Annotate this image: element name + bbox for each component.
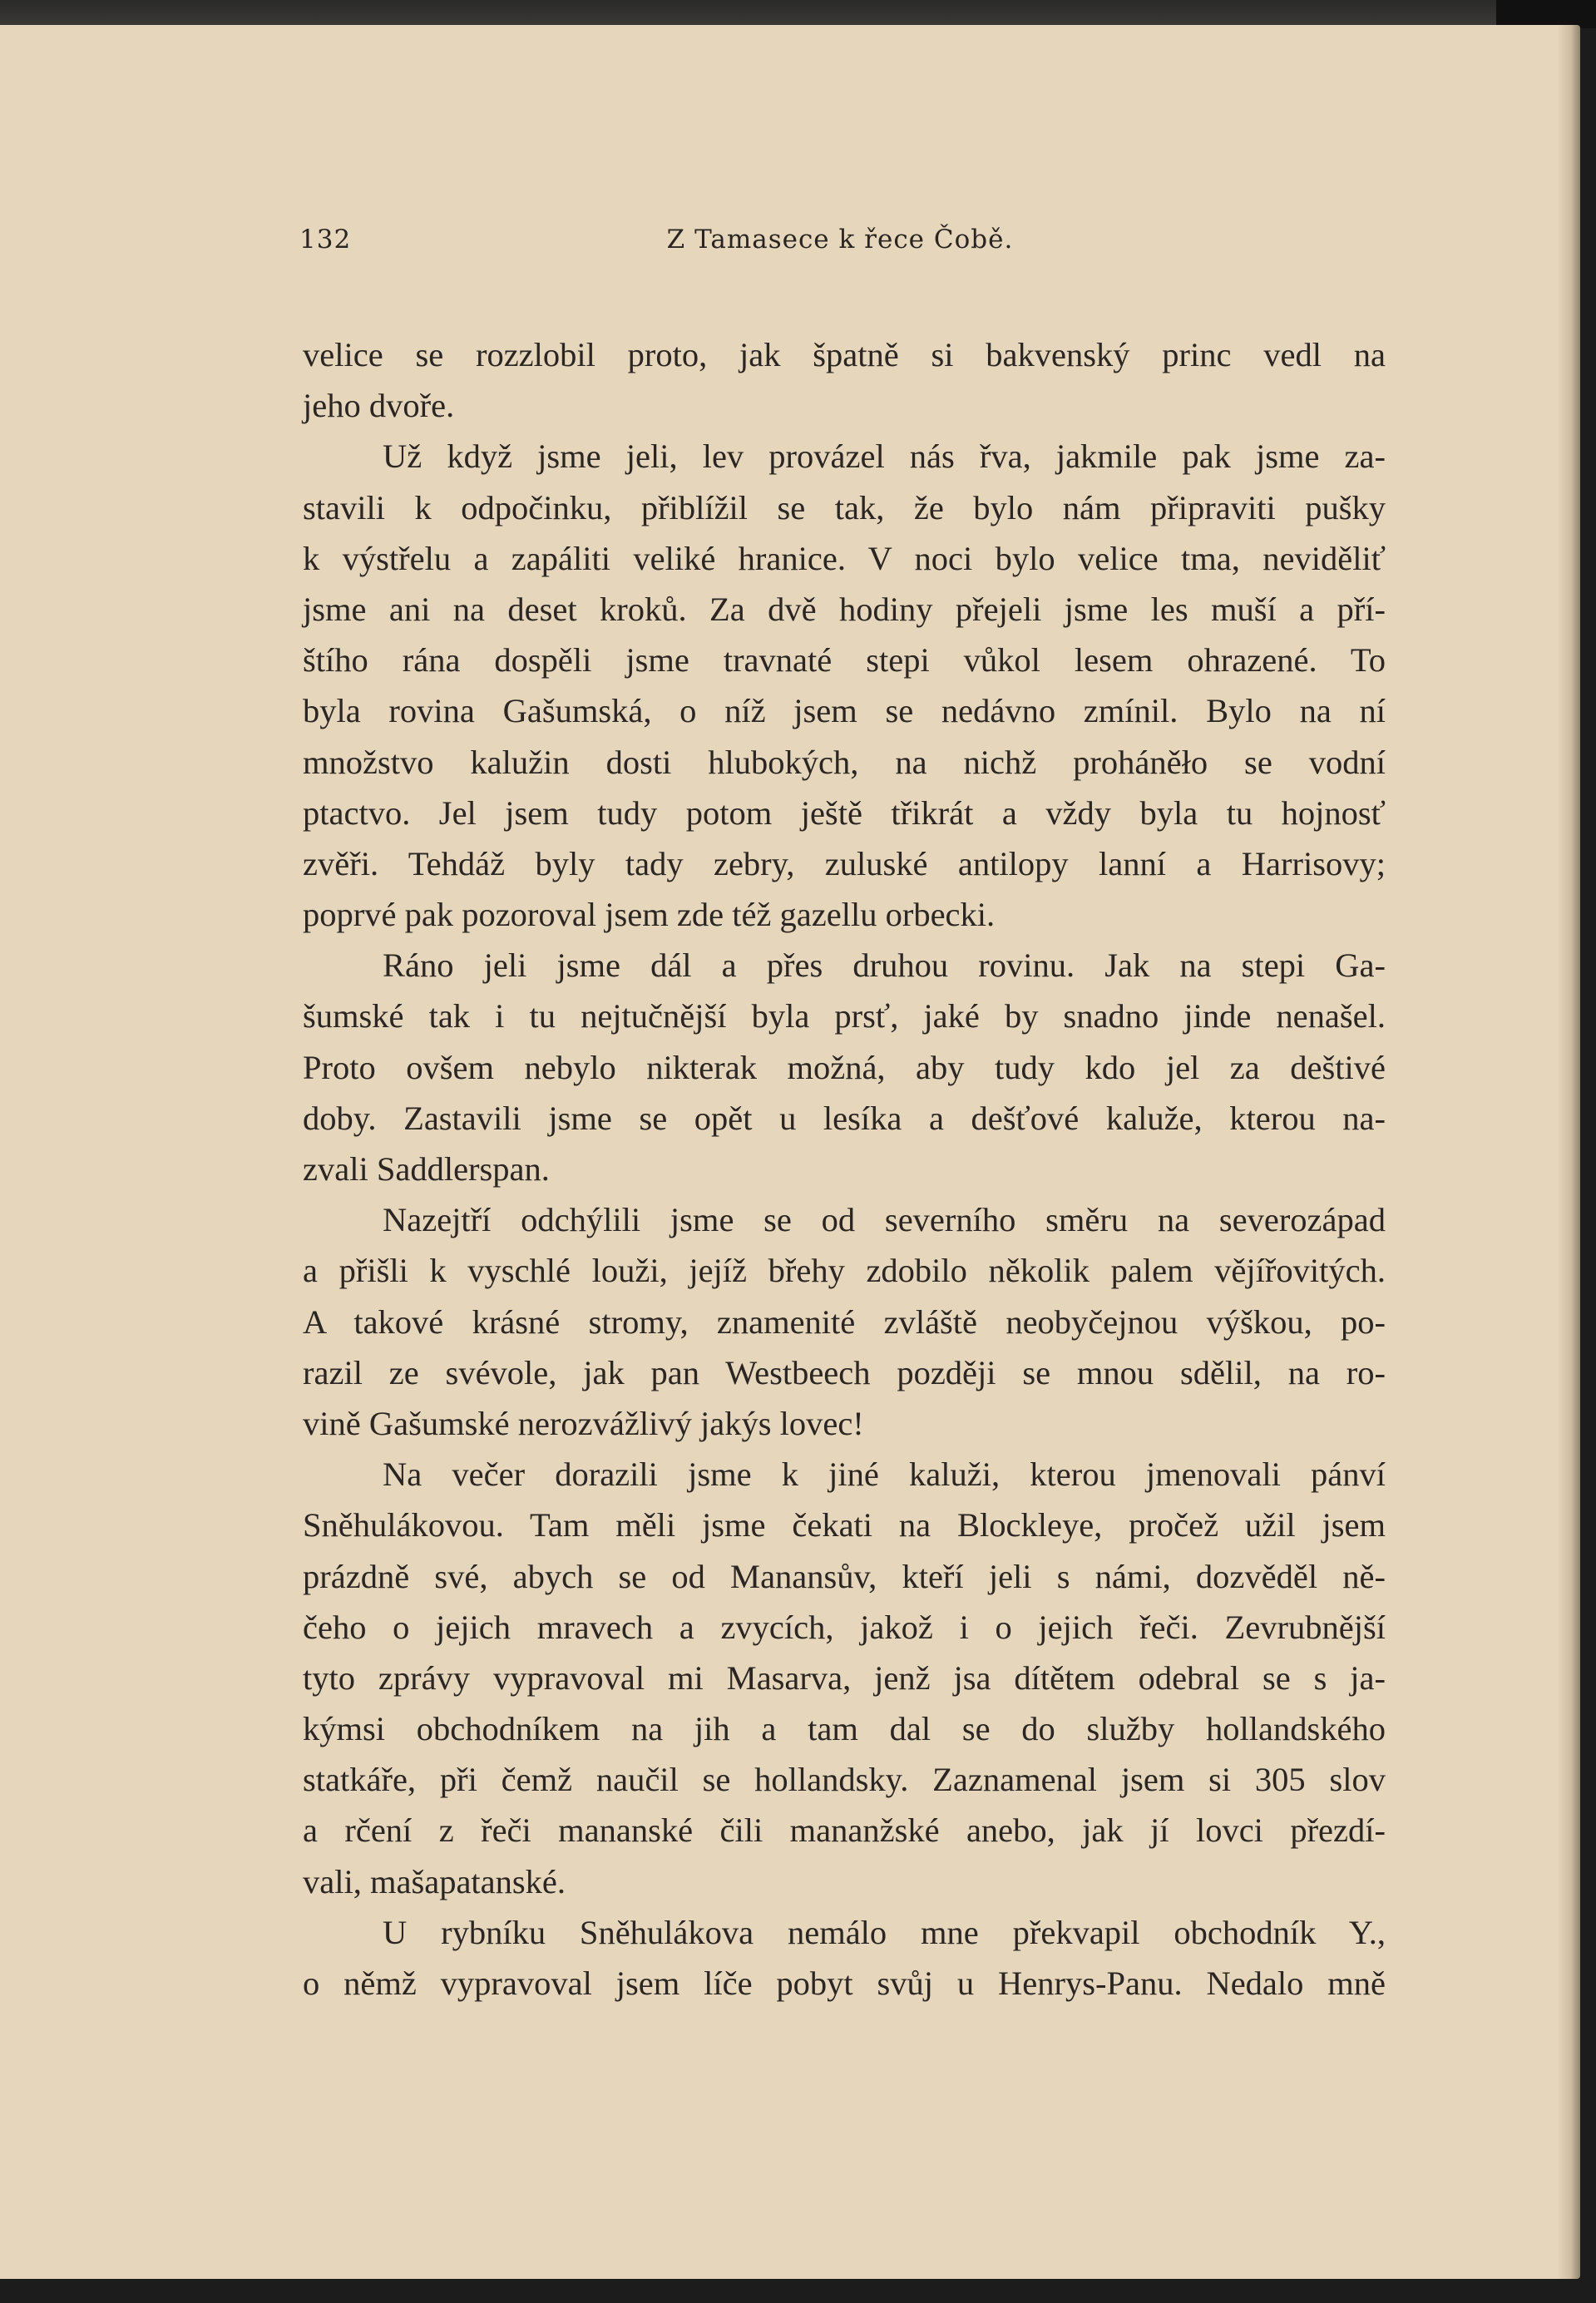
text-line: čeho o jejich mravech a zvycích, jakož i o jejich řeči. Zevrubnější [303,1608,1386,1646]
paragraph [303,431,1386,940]
text-line: statkáře, při čemž naučil se hollandsky. Zaznamenal jsem si 305 slov [303,1761,1386,1799]
text-line: velice se rozzlobil proto, jak špatně si bakvenský princ vedl na [303,336,1386,373]
text-line: Nazejtří odchýlili jsme se od severního směru na severozápad [383,1201,1386,1239]
text-line: Už když jsme jeli, lev provázel nás řva, jakmile pak jsme za- [383,437,1386,476]
running-title: Z Tamasece k řece Čobě. [666,225,1014,255]
text-line: byla rovina Gašumská, o níž jsem se nedávno zmínil. Bylo na ní [303,692,1386,730]
text-line: prázdně své, abych se od Manansův, kteří jeli s námi, dozvěděl ně- [303,1557,1386,1595]
text-line: tyto zprávy vypravoval mi Masarva, jenž jsa dítětem odebral se s ja- [303,1658,1386,1697]
paragraph [303,940,1386,1194]
text-line: jsme ani na deset kroků. Za dvě hodiny přejeli jsme les muší a pří- [303,590,1386,628]
text-line: a přišli k vyschlé louži, jejíž břehy zdobilo několik palem vějířovitých. [303,1252,1386,1290]
text-line: U rybníku Sněhulákova nemálo mne překvapil obchodník Y., [383,1913,1386,1951]
text-line: o němž vypravoval jsem líče pobyt svůj u Henrys-Panu. Nedalo mně [303,1964,1386,2002]
paragraph [303,329,1386,431]
text-line: stavili k odpočinku, přiblížil se tak, že bylo nám připraviti pušky [303,488,1386,526]
page-header [299,225,1381,266]
text-line: Proto ovšem nebylo nikterak možná, aby tudy kdo jel za deštivé [303,1048,1386,1086]
text-line: Ráno jeli jsme dál a přes druhou rovinu. Jak na stepi Ga- [383,946,1386,985]
paragraph [303,1194,1386,1449]
scan-corner-shadow [1496,0,1596,28]
page-edge-shadow [1557,25,1580,2279]
body-text [303,329,1386,2009]
text-line: kýmsi obchodníkem na jih a tam dal se do služby hollandského [303,1710,1386,1748]
text-line: vali, mašapatanské. [303,1862,566,1900]
text-line: zvali Saddlerspan. [303,1150,550,1188]
text-line: ptactvo. Jel jsem tudy potom ještě třikrát a vždy byla tu hojnosť [303,793,1386,832]
text-line: Sněhulákovou. Tam měli jsme čekati na Blockleye, pročež užil jsem [303,1506,1386,1544]
book-page [0,25,1580,2279]
text-line: vině Gašumské nerozvážlivý jakýs lovec! [303,1404,864,1442]
text-line: doby. Zastavili jsme se opět u lesíka a dešťové kaluže, kterou na- [303,1099,1386,1137]
text-line: množstvo kalužin dosti hlubokých, na nichž proháněło se vodní [303,743,1386,781]
text-line: zvěři. Tehdáž byly tady zebry, zuluské antilopy lanní a Harrisovy; [303,844,1386,882]
text-line: šumské tak i tu nejtučnější byla prsť, jaké by snadno jinde nenašel. [303,997,1386,1035]
text-line: k výstřelu a zapáliti veliké hranice. V noci bylo velice tma, neviděliť [303,539,1386,577]
text-line: štího rána dospěli jsme travnaté stepi vůkol lesem ohrazené. To [303,641,1386,680]
text-line: Na večer dorazili jsme k jiné kaluži, kterou jmenovali pánví [383,1455,1386,1494]
text-line: jeho dvoře. [303,387,455,425]
text-line: razil ze svévole, jak pan Westbeech později se mnou sdělil, na ro- [303,1353,1386,1391]
text-line: a rčení z řeči mananské čili mananžské anebo, jak jí lovci přezdí- [303,1811,1386,1850]
text-line: A takové krásné stromy, znamenité zvláště neobyčejnou výškou, po- [303,1302,1386,1341]
text-line: poprvé pak pozoroval jsem zde též gazellu orbecki. [303,896,996,934]
paragraph [303,1449,1386,1907]
scan-top-border [0,0,1596,25]
page-number: 132 [299,225,352,255]
paragraph [303,1907,1386,2009]
